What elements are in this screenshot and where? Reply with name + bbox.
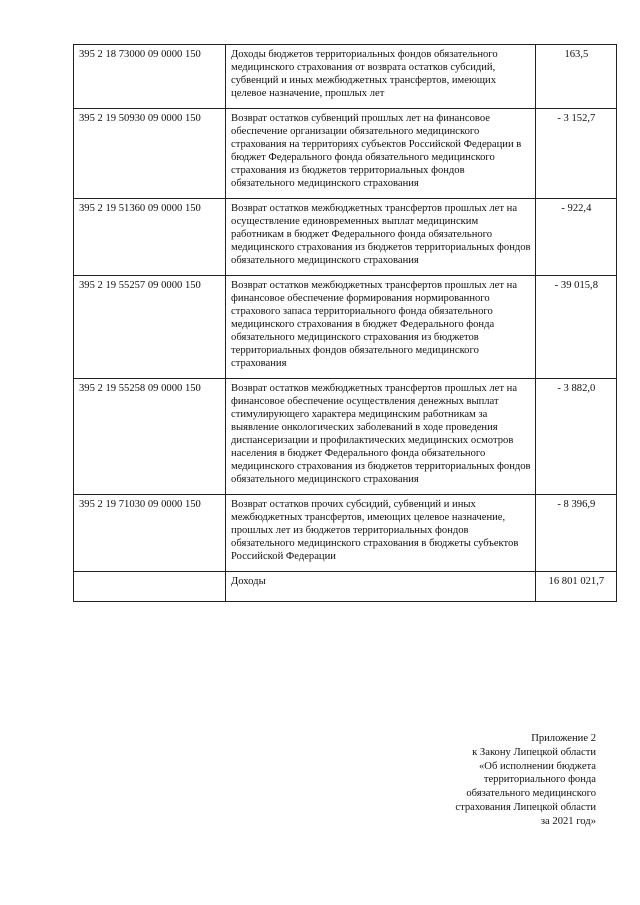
total-row — [74, 572, 617, 602]
table-row — [74, 495, 617, 572]
income-description: Возврат остатков межбюджетных трансфертов прошлых лет на финансовое обеспечение осуществления денежных выплат стимулирующего характера медицинским работникам за выявление онкологических заболеваний в ходе проведения диспансеризации и профилактических медицинских осмотров населения в бюджет Федерального фонда обязательного медицинского страхования из бюджетов территориальных фондов обязательного медицинского страхования — [226, 379, 536, 495]
budget-code: 395 2 19 55257 09 0000 150 — [74, 276, 226, 379]
budget-table — [73, 44, 617, 602]
appendix-line: к Закону Липецкой области — [472, 746, 596, 758]
income-description: Возврат остатков межбюджетных трансфертов прошлых лет на финансовое обеспечение формирования нормированного страхового запаса территориального фонда обязательного медицинского страхования в бюджет Федерального фонда обязательного медицинского страхования из бюджетов территориальных фондов обязательного медицинского страхования — [226, 276, 536, 379]
amount-value: - 39 015,8 — [535, 276, 616, 379]
income-description: Возврат остатков субвенций прошлых лет на финансовое обеспечение организации обязательного медицинского страхования на территориях субъектов Российской Федерации в бюджет Федерального фонда обязательного медицинского страхования из бюджетов территориальных фондов обязательного медицинского страхования — [226, 109, 536, 199]
appendix-line: за 2021 год» — [540, 815, 596, 827]
budget-code: 395 2 19 50930 09 0000 150 — [74, 109, 226, 199]
budget-code: 395 2 19 71030 09 0000 150 — [74, 495, 226, 572]
total-label: Доходы — [226, 572, 536, 602]
income-description: Возврат остатков межбюджетных трансфертов прошлых лет на осуществление единовременных выплат медицинским работникам в бюджет Федерального фонда обязательного медицинского страхования из бюджетов территориальных фондов обязательного медицинского страхования — [226, 199, 536, 276]
amount-value: 163,5 — [535, 45, 616, 109]
appendix-header — [455, 732, 596, 829]
total-amount: 16 801 021,7 — [535, 572, 616, 602]
appendix-title: Приложение 2 — [531, 733, 596, 744]
appendix-line: территориального фонда — [483, 774, 596, 786]
amount-value: - 922,4 — [535, 199, 616, 276]
budget-code: 395 2 19 51360 09 0000 150 — [74, 199, 226, 276]
appendix-line: «Об исполнении бюджета — [479, 760, 596, 772]
budget-code: 395 2 19 55258 09 0000 150 — [74, 379, 226, 495]
table-row — [74, 199, 617, 276]
amount-value: - 3 882,0 — [535, 379, 616, 495]
appendix-line: обязательного медицинского — [466, 788, 596, 800]
table-row — [74, 379, 617, 495]
table-row — [74, 45, 617, 109]
income-description: Возврат остатков прочих субсидий, субвенций и иных межбюджетных трансфертов, имеющих целевое назначение, прошлых лет из бюджетов территориальных фондов обязательного медицинского страхования в бюджеты субъектов Российской Федерации — [226, 495, 536, 572]
table-row — [74, 276, 617, 379]
budget-code: 395 2 18 73000 09 0000 150 — [74, 45, 226, 109]
amount-value: - 3 152,7 — [535, 109, 616, 199]
table-row — [74, 109, 617, 199]
appendix-line: страхования Липецкой области — [455, 801, 596, 813]
income-description: Доходы бюджетов территориальных фондов обязательного медицинского страхования от возврата остатков субсидий, субвенций и иных межбюджетных трансфертов, имеющих целевое назначение, прошлых лет — [226, 45, 536, 109]
amount-value: - 8 396,9 — [535, 495, 616, 572]
total-code — [74, 572, 226, 602]
